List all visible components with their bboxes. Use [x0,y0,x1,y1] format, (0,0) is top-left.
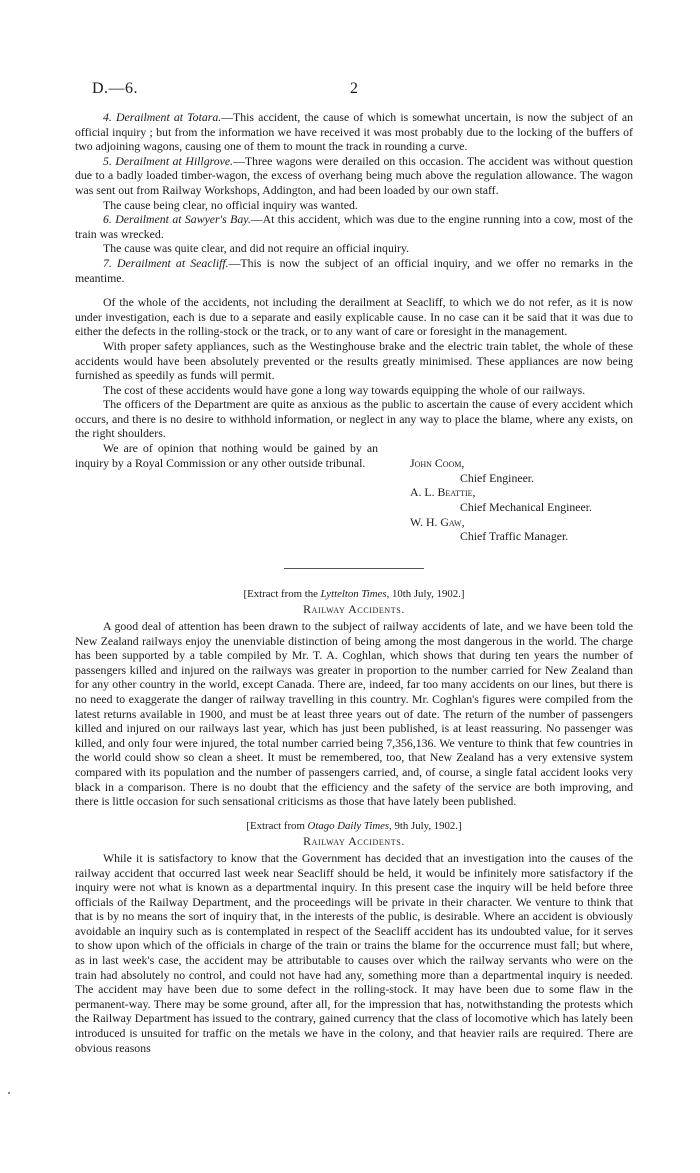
paragraph-safety-appliances: With proper safety appliances, such as the Westinghouse brake and the electric train tablet, the whole of these accidents would have been absolutely prevented or the results greatly minimised. These appliances are now being furnished as speedily as funds will permit. [75,338,633,383]
paragraph-text: —This is now the subject of an official inquiry, and we offer no remarks in the meantime. [75,255,633,285]
extract-source [75,819,633,834]
paragraph-lead: 4. Derailment at Totara. [103,110,222,124]
scan-mark [8,1092,10,1094]
paragraph-derailment-totara [75,110,633,154]
signature-name: A. L. Beattie, [410,485,476,500]
document-body [75,110,633,1055]
paragraph-cost: The cost of these accidents would have gone a long way towards equipping the whole of our railways. [103,382,586,397]
paragraph-derailment-seacliff [75,256,633,285]
section-reference: D.—6. [92,80,139,97]
extract-source-paper: Otago Daily Times [307,819,390,832]
paragraph-sawyers-bay-note [75,241,633,256]
extract-source-suffix: , 9th July, 1902.] [389,819,462,832]
paragraph-text: —This accident, the cause of which is somewhat uncertain, is now the subject of an official inquiry ; but from the information we have received it was most probably due to the locking of the buffers of two adjoining wagons, causing one of them to mount the track in rounding a curve. [75,110,633,154]
paragraph-derailment-hillgrove [75,154,633,198]
section-divider [284,568,424,569]
signature-block [410,456,633,544]
signature-title: Chief Mechanical Engineer. [460,500,593,515]
paragraph-summary: Of the whole of the accidents, not including the derailment at Seacliff, to which we do not refer, as it is now under investigation, each is due to a separate and easily explicable cause. In no case can it be said that it was due to either the defects in the rolling-stock or the track, or to any want of care or foresight in the management. [75,295,633,339]
extract-source [75,587,633,602]
extract-heading: Railway Accidents. [303,834,405,849]
page-number: 2 [350,80,358,97]
paragraph-lead: 5. Derailment at Hillgrove. [103,153,234,168]
signature-title: Chief Engineer. [460,470,535,485]
extract-text: While it is satisfactory to know that the Government has decided that an investigation into the causes of the railway accident that occurred last week near Seacliff should be held, it would be infinitely more satisfactory if the inquiry were not what is known as a departmental inquiry. In this present case the inquiry will be held before three officials of the Railway Department, and the proceedings will be private in their character. We venture to think that that is by no means the sort of inquiry that, in the interests of the public, is desirable. Where an accident is obviously avoidable an inquiry such as is contemplated in respect of the Seacliff accident has its undoubted value, for it serves to show upon which of the officials in charge of the train or trains the blame for the occurrence must fall; but where, as in last week's case, the accident may be attributable to causes over which the railway servants who were on the train had absolutely no control, and could not have had any, something more than a departmental inquiry is needed. The accident may have been due to some defect in the rolling-stock. It may have been due to some flaw in the permanent-way. There may be some ground, after all, for the impression that has, notwithstanding the protests which the Railway Department has issued to the contrary, gained currency that the class of locomotive which has lately been introduced is unsuited for traffic on the metals we have in the colony, and that heavier rails are required. There are obvious reasons [75,850,633,1055]
paragraph-text: The cause was quite clear, and did not require an official inquiry. [103,241,410,256]
extract-source-paper: Lyttelton Times [320,587,387,600]
paragraph-lead: 6. Derailment at Sawyer's Bay. [103,212,251,227]
paragraph-lead: 7. Derailment at Seacliff. [103,255,229,270]
paragraph-hillgrove-note [75,198,633,213]
signature-name: John Coom, [410,456,465,471]
paragraph-text: The cause being clear, no official inquiry was wanted. [103,197,358,212]
paragraph-derailment-sawyers-bay [75,212,633,241]
paragraph-officers: The officers of the Department are quite as anxious as the public to ascertain the cause of every accident which occurs, and there is no desire to withhold information, or neglect in any way to place the blame, where any exists, on the right shoulders. [75,397,633,441]
paragraph-opinion: We are of opinion that nothing would be gained by an inquiry by a Royal Commission or any other outside tribunal. [75,441,378,470]
signature-title: Chief Traffic Manager. [460,529,569,544]
extract-source-suffix: , 10th July, 1902.] [386,587,465,600]
extract-heading: Railway Accidents. [303,602,405,617]
extract-text: A good deal of attention has been drawn to the subject of railway accidents of late, and we have been told the New Zealand railways enjoy the unenviable distinction of being among the most dangerous in the world. The charge has been supported by a table compiled by Mr. T. A. Coghlan, which shows that during ten years the number of passengers killed and injured on the railways was greater in proportion to the number carried for New Zealand than for any other country in the world, except Canada. There are, indeed, far too many accidents on our lines, but there is no need to exaggerate the danger of railway travelling in this country. Mr. Coghlan's figures were compiled from the latest returns available in 1900, and must be at least three years out of date. The return of the number of passengers killed and injured on our railways last year, which has just been published, is at least reassuring. No passenger was killed, and only four were injured, the total number carried being 7,356,136. We venture to think that few countries in the world could show so clean a sheet. It must be remembered, too, that New Zealand has a very extensive system compared with its population and the number of passengers carried, and, of course, a single fatal accident looks very black in a comparison. There is no doubt that the efficiency and the safety of the service are both improving, and there is little occasion for such sensational criticisms as those that have lately been published. [75,619,633,809]
extract-source-prefix: [Extract from [246,819,308,832]
extract-source-prefix: [Extract from the [243,587,321,600]
signature-name: W. H. Gaw, [410,514,465,529]
paragraph-text: —Three wagons were derailed on this occasion. The accident was without question due to a badly loaded timber-wagon, the excess of overhang being much above the regulation allowance. The wagon was sent out from Railway Workshops, Addington, and had been loaded by our own staff. [75,153,633,197]
paragraph-text: —At this accident, which was due to the engine running into a cow, most of the train was wrecked. [75,212,633,241]
